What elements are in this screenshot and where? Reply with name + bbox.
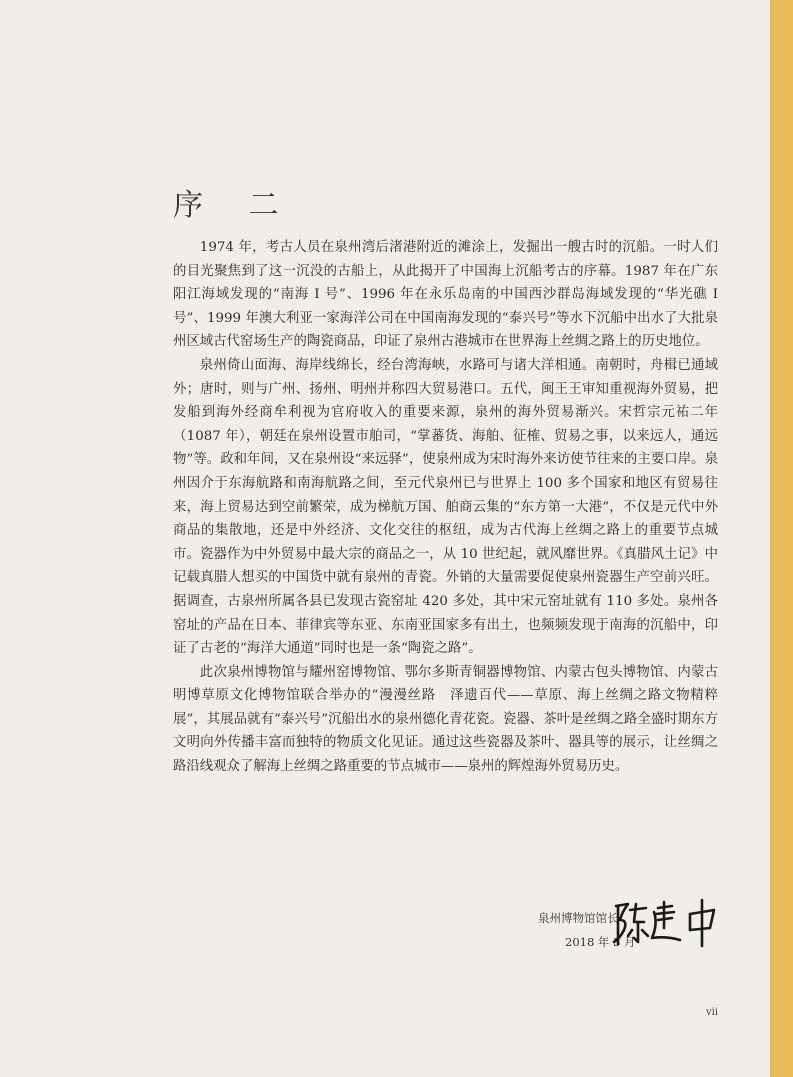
paragraph-3: 此次泉州博物馆与耀州窑博物馆、鄂尔多斯青铜器博物馆、内蒙古包头博物馆、内蒙古明博草原文化博物馆联合举办的“漫漫丝路 泽遗百代——草原、海上丝绸之路文物精粹展”，其展品就有“泰兴号”沉船出水的泉州德化青花瓷。瓷器、茶叶是丝绸之路全盛时期东方文明向外传播丰富而独特的物质文化见证。通过这些瓷器及茶叶、器具等的展示，让丝绸之路沿线观众了解海上丝绸之路重要的节点城市——泉州的辉煌海外贸易历史。 [173,664,718,775]
paragraph-1: 1974 年，考古人员在泉州湾后渚港附近的滩涂上，发掘出一艘古时的沉船。一时人们的目光聚焦到了这一沉没的古船上，从此揭开了中国海上沉船考古的序幕。1987 年在广东阳江海域发现的“南海 I 号”、1996 年在永乐岛南的中国西沙群岛海域发现的“华光礁 I 号”、1999 年澳大利亚一家海洋公司在中国南海发现的“泰兴号”等水下沉船中出水了大批泉州区域古代窑场生产的陶瓷商品，印证了泉州古港城市在世界海上丝绸之路上的历史地位。 [173,240,718,350]
page-edge-strip [770,0,793,1077]
page-number: vii [706,1007,719,1018]
signature-block [470,898,730,958]
page-title: 序 二 [173,188,297,224]
signature-date: 2018 年 3 月 [565,935,636,949]
handwritten-signature [610,898,725,948]
author-position: 泉州博物馆馆长 [538,911,619,925]
body-text [173,236,718,779]
paragraph-2: 泉州倚山面海、海岸线绵长，经台湾海峡，水路可与诸大洋相通。南朝时，舟楫已通域外；唐时，则与广州、扬州、明州并称四大贸易港口。五代，闽王王审知重视海外贸易，把发船到海外经商牟利视为官府收入的重要来源，泉州的海外贸易渐兴。宋哲宗元祐二年（1087 年），朝廷在泉州设置市舶司，“掌蕃货、海舶、征榷、贸易之事，以来远人，通远物”等。政和年间，又在泉州设“来远驿”，使泉州成为宋时海外来访使节往来的主要口岸。泉州因介于东海航路和南海航路之间，至元代泉州已与世界上 100 多个国家和地区有贸易往来，海上贸易达到空前繁荣，成为梯航万国、舶商云集的“东方第一大港”，不仅是元代中外商品的集散地，还是中外经济、文化交往的枢纽，成为古代海上丝绸之路上的重要节点城市。瓷器作为中外贸易中最大宗的商品之一，从 10 世纪起，就风靡世界。《真腊风土记》中记载真腊人想买的中国货中就有泉州的青瓷。外销的大量需要促使泉州瓷器生产空前兴旺。据调查，古泉州所属各县已发现古瓷窑址 420 多处，其中宋元窑址就有 110 多处。泉州各窑址的产品在日本、菲律宾等东亚、东南亚国家多有出土，也频频发现于南海的沉船中，印证了古老的“海洋大通道”同时也是一条“陶瓷之路”。 [173,357,718,657]
